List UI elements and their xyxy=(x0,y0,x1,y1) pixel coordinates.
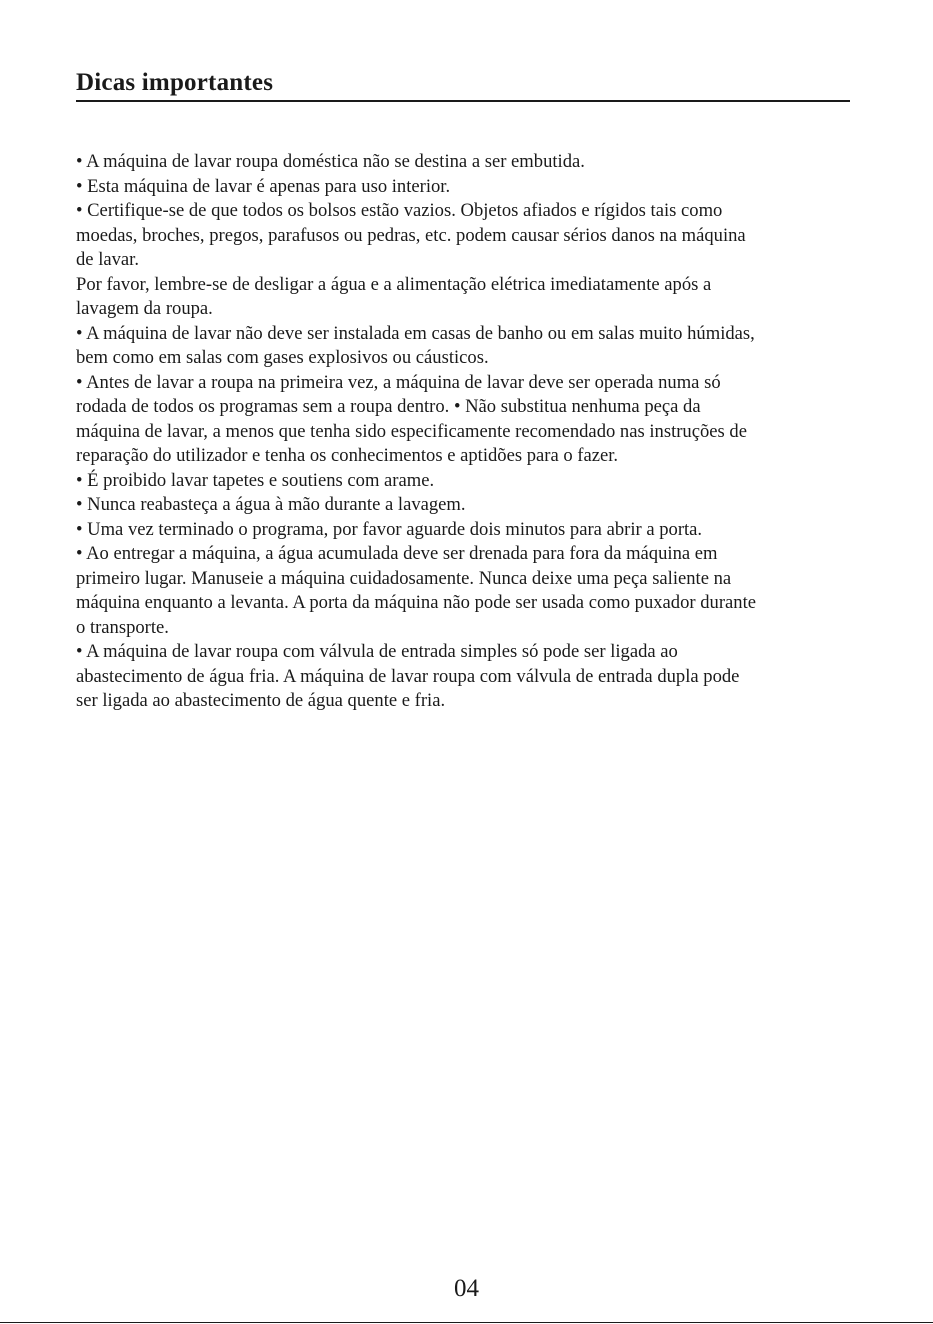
text-line: • É proibido lavar tapetes e soutiens com arame. xyxy=(76,469,435,491)
tips-body xyxy=(76,150,856,714)
text-line: • A máquina de lavar não deve ser instalada em casas de banho ou em salas muito húmidas, xyxy=(76,322,755,344)
text-line: máquina enquanto a levanta. A porta da máquina não pode ser usada como puxador durante xyxy=(76,592,756,613)
text-line: primeiro lugar. Manuseie a máquina cuidadosamente. Nunca deixe uma peça saliente na xyxy=(76,567,732,589)
text-line: • A máquina de lavar roupa com válvula de entrada simples só pode ser ligada ao xyxy=(76,641,678,662)
page-number: 04 xyxy=(454,1275,479,1302)
text-line: o transporte. xyxy=(76,616,169,638)
text-line: máquina de lavar, a menos que tenha sido especificamente recomendado nas instruções de xyxy=(76,420,747,442)
text-line: Por favor, lembre-se de desligar a água e a alimentação elétrica imediatamente após a xyxy=(76,273,712,295)
text-line: • Certifique-se de que todos os bolsos estão vazios. Objetos afiados e rígidos tais como xyxy=(76,200,723,221)
text-line: abastecimento de água fria. A máquina de lavar roupa com válvula de entrada dupla pode xyxy=(76,665,740,687)
text-line: • Ao entregar a máquina, a água acumulada deve ser drenada para fora da máquina em xyxy=(76,543,718,564)
text-line: • Uma vez terminado o programa, por favor aguarde dois minutos para abrir a porta. xyxy=(76,518,703,540)
page-title: Dicas importantes xyxy=(76,68,850,102)
text-line: • Esta máquina de lavar é apenas para uso interior. xyxy=(76,175,451,197)
text-line: rodada de todos os programas sem a roupa dentro. • Não substitua nenhuma peça da xyxy=(76,396,701,417)
text-line: moedas, broches, pregos, parafusos ou pedras, etc. podem causar sérios danos na máquina xyxy=(76,224,746,246)
text-line: ser ligada ao abastecimento de água quente e fria. xyxy=(76,690,446,711)
text-line: lavagem da roupa. xyxy=(76,298,213,319)
text-line: bem como em salas com gases explosivos ou cáusticos. xyxy=(76,347,489,368)
text-line: de lavar. xyxy=(76,249,139,270)
text-line: • Nunca reabasteça a água à mão durante a lavagem. xyxy=(76,494,466,515)
text-line: • A máquina de lavar roupa doméstica não se destina a ser embutida. xyxy=(76,151,585,172)
bottom-divider xyxy=(0,1322,933,1323)
text-line: reparação do utilizador e tenha os conhecimentos e aptidões para o fazer. xyxy=(76,445,619,466)
text-line: • Antes de lavar a roupa na primeira vez, a máquina de lavar deve ser operada numa só xyxy=(76,371,721,393)
